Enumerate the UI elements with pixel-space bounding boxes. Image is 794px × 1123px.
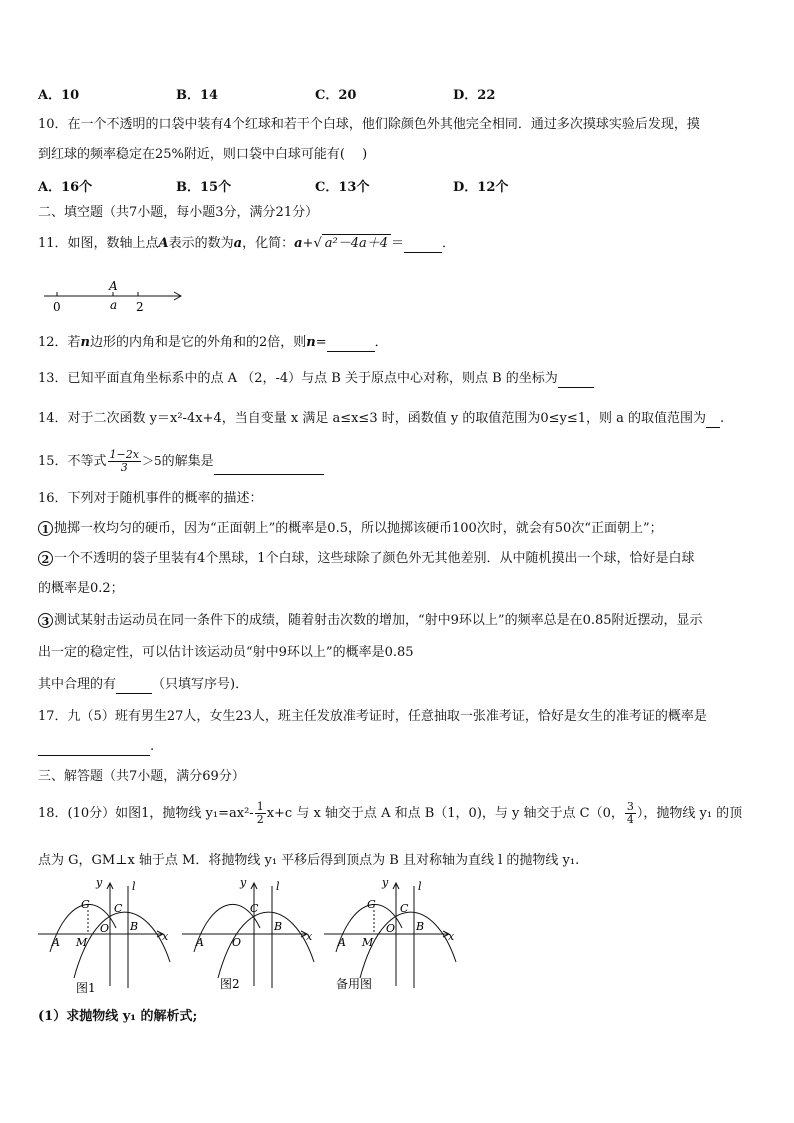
- fig1-label-b: B: [130, 920, 139, 933]
- q18-fraction-1-num: 1: [256, 800, 264, 813]
- q10-option-b: B．15个: [176, 180, 232, 195]
- q18-line2: 点为 G，GM⊥x 轴于点 M．将抛物线 y₁ 平移后得到顶点为 B 且对称轴为直线 l 的抛物线 y₁.: [38, 853, 580, 868]
- q13-answer-blank[interactable]: [558, 373, 594, 388]
- section-2-heading: 二、填空题（共7小题，每小题3分，满分21分）: [38, 205, 319, 220]
- q17-end: .: [150, 739, 155, 754]
- q16-item2-line2: 的概率是0.2；: [38, 581, 124, 596]
- q11-plus: +: [302, 236, 314, 251]
- q12-mid: 边形的内角和是它的外角和的2倍，则: [90, 335, 307, 350]
- q9-options: [38, 84, 758, 102]
- label-point-a: A: [109, 279, 118, 293]
- q18-line1: [38, 800, 742, 828]
- q17-answer-blank[interactable]: [38, 741, 150, 756]
- q16-item2-line1: [38, 550, 695, 568]
- q17-line2: [38, 738, 154, 756]
- q15-fraction-den: 3: [120, 461, 128, 474]
- fig3-label-b: B: [416, 920, 425, 933]
- circled-number-1: 1: [38, 521, 53, 536]
- fig3-label-o: O: [386, 922, 396, 935]
- q18-fraction-1-den: 2: [256, 813, 264, 826]
- q16-item2-text: 一个不透明的袋子里装有4个黑球，1个白球，这些球除了颜色外无其他差别．从中随机摸出一个球，恰好是白球: [54, 551, 695, 566]
- q11-sqrt: a²－4a＋4: [322, 234, 391, 253]
- figure-2: [182, 876, 314, 991]
- q12-eq: =: [315, 335, 327, 350]
- q11-text3: ，化简：: [242, 236, 295, 251]
- q16-tail-pre: 其中合理的有: [38, 677, 117, 692]
- q16-tail-post: （只填写序号)．: [152, 677, 249, 692]
- q10-option-c: C．13个: [315, 180, 370, 195]
- fig3-label-y: y: [382, 876, 389, 889]
- fig1-label-o: O: [100, 922, 110, 935]
- q11-equals: ＝: [391, 236, 405, 251]
- q11-line: 11．如图，数轴上点A表示的数为a，化简：a+√ a²－4a＋4 ＝ ．: [38, 236, 456, 251]
- q10-option-a: A．16个: [38, 180, 93, 195]
- q11-number-line: [40, 278, 190, 314]
- label-2: 2: [136, 300, 144, 314]
- fig3-label-g: G: [367, 898, 376, 911]
- fig1-label-c: C: [114, 902, 123, 915]
- circled-number-2: 2: [38, 551, 53, 566]
- q14-line: [38, 410, 724, 428]
- fig3-label-l: l: [418, 880, 422, 893]
- q16-tail: [38, 676, 248, 694]
- label-a: a: [110, 298, 118, 312]
- fig3-caption: 备用图: [336, 977, 373, 991]
- q16-answer-blank[interactable]: [116, 679, 152, 694]
- q10-options: [38, 176, 758, 194]
- fig1-label-m: M: [76, 936, 88, 949]
- q13-text: 13．已知平面直角坐标系中的点 A （2，-4）与点 B 关于原点中心对称，则点 B 的坐标为: [38, 371, 558, 386]
- q11-end: ．: [442, 236, 456, 251]
- q13-line: [38, 370, 594, 388]
- q10-option-d: D．12个: [453, 180, 509, 195]
- q14-text: 14．对于二次函数 y＝x²-4x+4，当自变量 x 满足 a≤x≤3 时，函数值 y 的取值范围为0≤y≤1，则 a 的取值范围为: [38, 411, 707, 426]
- q18-fraction-2-num: 3: [626, 800, 634, 813]
- q17-line1: 17．九（5）班有男生27人，女生23人，班主任发放准考证时，任意抽取一张准考证，恰好是女生的准考证的概率是: [38, 709, 707, 724]
- fig1-label-x: x: [162, 930, 169, 943]
- fig2-label-x: x: [306, 930, 313, 943]
- fig1-label-g: G: [81, 898, 90, 911]
- fig2-label-l: l: [276, 880, 280, 893]
- q18-fraction-1: [255, 801, 266, 826]
- q15-fraction: [108, 449, 141, 474]
- figure-3: [324, 876, 456, 991]
- section-3-heading: 三、解答题（共7小题，满分69分）: [38, 769, 245, 784]
- fig2-label-c: C: [250, 902, 259, 915]
- q15-fraction-num: 1−2x: [109, 448, 139, 461]
- q9-option-a: A．10: [38, 88, 80, 103]
- circled-number-3: 3: [38, 613, 53, 628]
- fig2-caption: 图2: [220, 977, 240, 991]
- q15-line: [38, 448, 324, 475]
- q12-answer-blank[interactable]: [327, 337, 375, 352]
- q10-line2: 到红球的频率稳定在25%附近，则口袋中白球可能有( ): [38, 147, 368, 162]
- fig1-caption: 图1: [76, 981, 96, 995]
- q11-text2: 表示的数为: [168, 236, 234, 251]
- q18-text-c: ），抛物线 y₁ 的顶: [636, 806, 743, 821]
- label-0: 0: [53, 300, 61, 314]
- q16-item3-text: 测试某射击运动员在同一条件下的成绩，随着射击次数的增加，“射中9环以上”的频率总是在0.85附近摆动，显示: [54, 613, 703, 628]
- q18-figures: [36, 876, 466, 1000]
- q10-line1: 10．在一个不透明的口袋中装有4个红球和若干个白球，他们除颜色外其他完全相同．通过多次摸球实验后发现，摸: [38, 117, 700, 132]
- q15-pre: 15．不等式: [38, 454, 107, 469]
- fig2-label-o: O: [232, 936, 242, 949]
- q12-line: [38, 334, 388, 352]
- q14-end: .: [720, 411, 725, 426]
- q16-item3-line2: 出一定的稳定性，可以估计该运动员“射中9环以上”的概率是0.85: [38, 645, 414, 660]
- q9-option-d: D．22: [453, 88, 496, 103]
- q16-item3-line1: [38, 612, 703, 630]
- fig2-label-a: A: [196, 936, 204, 949]
- q12-var2: n: [306, 335, 316, 350]
- q16-item1-text: 抛掷一枚均匀的硬币，因为“正面朝上”的概率是0.5，所以抛掷该硬币100次时，就会有50次“正面朝上”；: [54, 521, 663, 536]
- q18-text-b: x+c 与 x 轴交于点 A 和点 B（1，0)，与 y 轴交于点 C（0，: [266, 806, 624, 821]
- q18-fraction-2-den: 4: [626, 813, 634, 826]
- q11-text: 11．如图，数轴上点: [38, 236, 159, 251]
- figure-1: [38, 876, 170, 995]
- q11-expr-a: a: [294, 236, 303, 251]
- q18-fraction-2: [625, 801, 636, 826]
- fig2-label-b: B: [274, 920, 283, 933]
- q16-item1: [38, 520, 663, 538]
- q18-sub1: (1）求抛物线 y₁ 的解析式;: [38, 1009, 198, 1024]
- fig3-label-c: C: [400, 902, 409, 915]
- q12-end: ．: [374, 335, 388, 350]
- q15-post: 的解集是: [161, 454, 214, 469]
- q15-gt: ＞5: [141, 454, 162, 468]
- q11-var: a: [233, 236, 243, 251]
- q12-pre: 12．若: [38, 335, 81, 350]
- fig3-label-a: A: [338, 936, 346, 949]
- fig3-label-x: x: [448, 930, 455, 943]
- q14-answer-blank[interactable]: [706, 413, 720, 428]
- fig1-label-l: l: [132, 880, 136, 893]
- q15-answer-blank[interactable]: [214, 460, 324, 475]
- q16-stem: 16．下列对于随机事件的概率的描述：: [38, 491, 263, 506]
- q12-var: n: [80, 335, 90, 350]
- q18-text-a: 18．(10分）如图1，抛物线 y₁=ax²-: [38, 806, 254, 821]
- q9-option-b: B．14: [176, 88, 219, 103]
- fig3-label-m: M: [362, 936, 374, 949]
- fig1-label-y: y: [96, 876, 103, 889]
- fig1-label-a: A: [52, 936, 60, 949]
- q11-answer-blank[interactable]: [404, 238, 442, 253]
- q9-option-c: C．20: [315, 88, 357, 103]
- q11-point: A: [158, 236, 169, 251]
- fig2-label-y: y: [240, 876, 247, 889]
